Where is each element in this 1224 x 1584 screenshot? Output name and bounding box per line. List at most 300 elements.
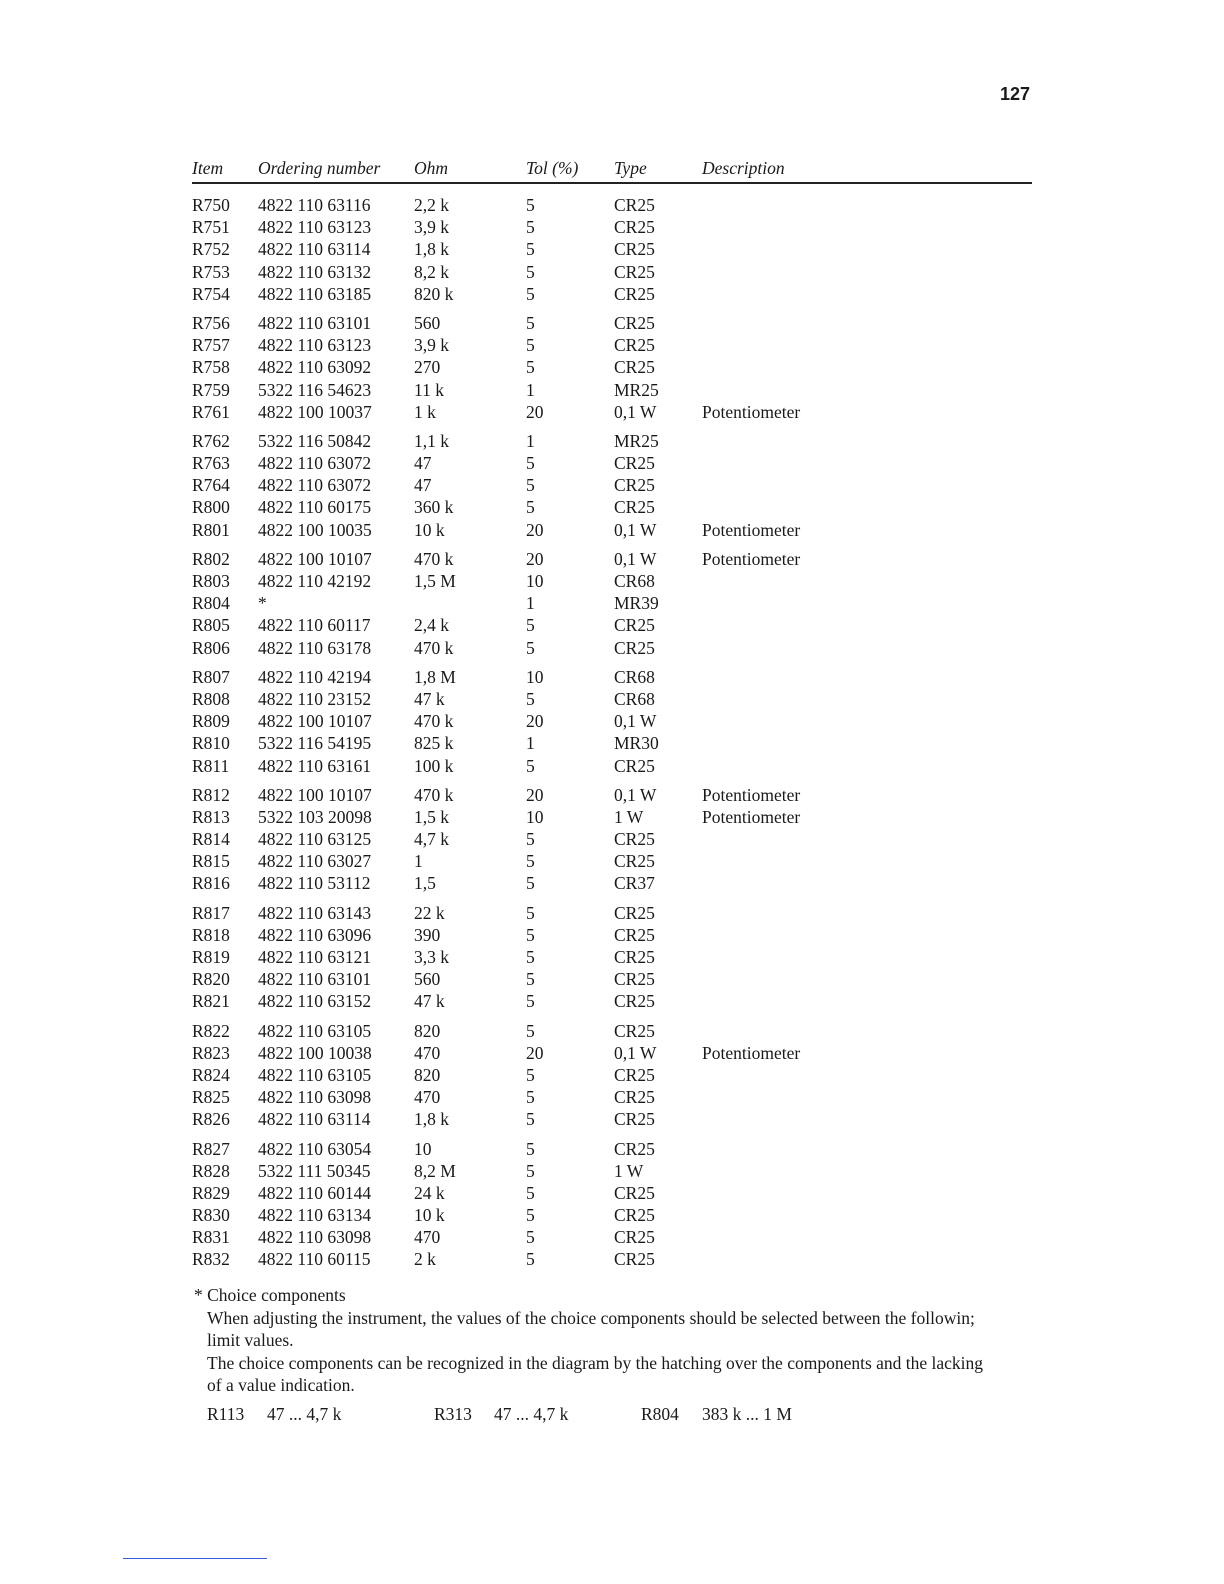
cell-type: CR25 xyxy=(614,991,655,1012)
cell-ordering-number: 4822 110 42192 xyxy=(258,571,372,591)
cell-ohm: 2,2 k xyxy=(414,195,449,215)
cell-type: CR25 xyxy=(614,1020,655,1041)
cell-type: CR25 xyxy=(614,1109,655,1130)
cell-item: R757 xyxy=(192,335,230,356)
cell-ohm: 560 xyxy=(414,312,441,333)
table-row xyxy=(192,593,1032,615)
cell-item: R758 xyxy=(192,357,230,378)
cell-ohm: 1,8 k xyxy=(414,239,449,260)
table-row xyxy=(192,1087,1032,1109)
cell-ordering-number: 4822 110 42194 xyxy=(258,666,372,687)
cell-type: CR25 xyxy=(614,851,655,872)
cell-ohm: 2 k xyxy=(414,1249,436,1270)
cell-ohm: 470 k xyxy=(414,711,454,732)
cell-ordering-number: 5322 116 54623 xyxy=(258,379,372,400)
cell-ordering-number: 4822 110 63096 xyxy=(258,924,372,945)
table-row xyxy=(192,1161,1032,1183)
table-row xyxy=(192,969,1032,991)
cell-type: CR25 xyxy=(614,637,655,658)
cell-tolerance: 1 xyxy=(526,379,535,400)
cell-ohm: 8,2 k xyxy=(414,261,449,282)
cell-ohm: 470 xyxy=(414,1227,441,1248)
cell-ordering-number: 4822 110 63132 xyxy=(258,261,372,282)
cell-item: R810 xyxy=(192,733,230,754)
cell-tolerance: 5 xyxy=(526,1020,535,1041)
cell-ohm: 1,5 M xyxy=(414,571,456,591)
header-ordering-number: Ordering number xyxy=(258,158,381,178)
cell-ohm: 820 k xyxy=(414,283,454,304)
cell-tolerance: 5 xyxy=(526,902,535,923)
table-row xyxy=(192,1065,1032,1087)
cell-ordering-number: 4822 100 10037 xyxy=(258,401,372,422)
cell-item: R802 xyxy=(192,548,230,569)
table-row xyxy=(192,925,1032,947)
cell-type: CR25 xyxy=(614,829,655,850)
cell-item: R763 xyxy=(192,453,230,474)
table-row xyxy=(192,431,1032,453)
cell-ohm: 47 k xyxy=(414,688,445,709)
cell-type: CR25 xyxy=(614,312,655,333)
cell-item: R754 xyxy=(192,283,230,304)
header-description: Description xyxy=(702,158,785,178)
cell-description: Potentiometer xyxy=(702,784,801,805)
cell-ordering-number: 4822 110 63185 xyxy=(258,283,372,304)
cell-type: MR30 xyxy=(614,733,659,754)
cell-tolerance: 5 xyxy=(526,1064,535,1085)
cell-ordering-number: 4822 110 63123 xyxy=(258,335,372,356)
cell-ordering-number: 4822 110 60144 xyxy=(258,1182,372,1203)
table-row xyxy=(192,1139,1032,1161)
table-row xyxy=(192,284,1032,306)
cell-type: CR25 xyxy=(614,335,655,356)
table-row xyxy=(192,873,1032,895)
table-row xyxy=(192,497,1032,519)
cell-type: CR68 xyxy=(614,688,655,709)
cell-ordering-number: 4822 110 60117 xyxy=(258,615,371,636)
cell-tolerance: 5 xyxy=(526,851,535,872)
table-row xyxy=(192,313,1032,335)
cell-type: CR25 xyxy=(614,497,655,518)
table-row xyxy=(192,785,1032,807)
cell-ordering-number: 4822 110 60115 xyxy=(258,1249,371,1270)
table-row xyxy=(192,402,1032,424)
table-row-group xyxy=(192,549,1032,660)
cell-ordering-number: 4822 110 63161 xyxy=(258,755,372,776)
cell-tolerance: 5 xyxy=(526,312,535,333)
table-row xyxy=(192,1021,1032,1043)
limit-item: R313 xyxy=(434,1403,472,1424)
cell-ohm: 47 k xyxy=(414,991,445,1012)
cell-ohm: 1,5 xyxy=(414,873,436,894)
cell-item: R753 xyxy=(192,261,230,282)
cell-tolerance: 5 xyxy=(526,829,535,850)
cell-ohm: 820 xyxy=(414,1064,441,1085)
table-row xyxy=(192,947,1032,969)
cell-type: CR25 xyxy=(614,924,655,945)
cell-type: 0,1 W xyxy=(614,1042,657,1063)
cell-item: R825 xyxy=(192,1087,230,1108)
cell-type: CR25 xyxy=(614,217,655,238)
cell-ordering-number: 4822 110 53112 xyxy=(258,873,371,894)
cell-ordering-number: 4822 100 10107 xyxy=(258,784,372,805)
cell-ordering-number: * xyxy=(258,593,267,614)
cell-tolerance: 1 xyxy=(526,430,535,451)
cell-item: R751 xyxy=(192,217,230,238)
table-row xyxy=(192,195,1032,217)
table-row xyxy=(192,1043,1032,1065)
table-row xyxy=(192,475,1032,497)
cell-item: R830 xyxy=(192,1205,230,1226)
cell-ohm: 1 k xyxy=(414,401,436,422)
cell-item: R814 xyxy=(192,829,230,850)
cell-ohm: 360 k xyxy=(414,497,454,518)
cell-tolerance: 5 xyxy=(526,1249,535,1270)
cell-tolerance: 5 xyxy=(526,1182,535,1203)
cell-item: R805 xyxy=(192,615,230,636)
cell-item: R815 xyxy=(192,851,230,872)
cell-type: 0,1 W xyxy=(614,784,657,805)
cell-ohm: 1 xyxy=(414,851,423,872)
table-row xyxy=(192,453,1032,475)
cell-type: MR25 xyxy=(614,430,659,451)
cell-item: R813 xyxy=(192,806,230,827)
cell-ordering-number: 4822 110 63116 xyxy=(258,195,371,215)
cell-tolerance: 5 xyxy=(526,195,535,215)
cell-ohm: 10 k xyxy=(414,1205,445,1226)
cell-ordering-number: 4822 110 63072 xyxy=(258,453,372,474)
cell-tolerance: 5 xyxy=(526,1138,535,1159)
cell-tolerance: 20 xyxy=(526,548,544,569)
cell-type: CR25 xyxy=(614,1182,655,1203)
table-row xyxy=(192,335,1032,357)
cell-item: R762 xyxy=(192,430,230,451)
cell-tolerance: 1 xyxy=(526,593,535,614)
cell-item: R827 xyxy=(192,1138,230,1159)
cell-tolerance: 5 xyxy=(526,1227,535,1248)
cell-tolerance: 5 xyxy=(526,947,535,967)
table-row xyxy=(192,239,1032,261)
cell-item: R811 xyxy=(192,755,230,776)
cell-ordering-number: 4822 110 63054 xyxy=(258,1138,372,1159)
choice-components-notes xyxy=(194,1284,1034,1427)
cell-item: R821 xyxy=(192,991,230,1012)
table-row xyxy=(192,756,1032,778)
table-row xyxy=(192,1249,1032,1271)
cell-item: R828 xyxy=(192,1160,230,1181)
cell-tolerance: 20 xyxy=(526,1042,544,1063)
cell-item: R823 xyxy=(192,1042,230,1063)
cell-ordering-number: 4822 110 63105 xyxy=(258,1064,372,1085)
cell-description: Potentiometer xyxy=(702,806,801,827)
cell-tolerance: 5 xyxy=(526,283,535,304)
cell-type: MR39 xyxy=(614,593,659,614)
cell-ohm: 1,8 k xyxy=(414,1109,449,1130)
table-row-group xyxy=(192,785,1032,896)
notes-line: When adjusting the instrument, the values of the choice components should be selected between the followin; xyxy=(207,1307,975,1328)
table-row xyxy=(192,1205,1032,1227)
header-type: Type xyxy=(614,158,647,178)
scan-artifact-line xyxy=(123,1558,267,1559)
cell-ordering-number: 4822 110 63092 xyxy=(258,357,372,378)
cell-tolerance: 5 xyxy=(526,873,535,894)
cell-item: R816 xyxy=(192,873,230,894)
table-row xyxy=(192,689,1032,711)
table-row xyxy=(192,615,1032,637)
cell-tolerance: 5 xyxy=(526,261,535,282)
cell-ohm: 470 k xyxy=(414,637,454,658)
limit-range: 47 ... 4,7 k xyxy=(267,1403,342,1424)
cell-ordering-number: 4822 110 63125 xyxy=(258,829,372,850)
table-row xyxy=(192,1227,1032,1249)
cell-description: Potentiometer xyxy=(702,1042,801,1063)
cell-type: CR25 xyxy=(614,947,655,967)
notes-line: The choice components can be recognized in the diagram by the hatching over the components and the lacking xyxy=(207,1352,984,1373)
limit-item: R113 xyxy=(207,1403,245,1424)
table-row xyxy=(192,571,1032,593)
table-row-group xyxy=(192,1139,1032,1272)
cell-ordering-number: 4822 110 63072 xyxy=(258,475,372,496)
cell-tolerance: 5 xyxy=(526,615,535,636)
cell-item: R803 xyxy=(192,571,230,591)
cell-tolerance: 5 xyxy=(526,475,535,496)
cell-tolerance: 5 xyxy=(526,969,535,990)
cell-type: 0,1 W xyxy=(614,548,657,569)
cell-tolerance: 5 xyxy=(526,637,535,658)
cell-type: CR68 xyxy=(614,666,655,687)
cell-type: 0,1 W xyxy=(614,711,657,732)
cell-type: CR25 xyxy=(614,969,655,990)
cell-ordering-number: 4822 110 63114 xyxy=(258,239,371,260)
cell-type: CR25 xyxy=(614,1138,655,1159)
cell-ordering-number: 4822 110 63101 xyxy=(258,969,372,990)
cell-ordering-number: 4822 110 63178 xyxy=(258,637,372,658)
cell-type: CR25 xyxy=(614,1227,655,1248)
cell-ordering-number: 5322 111 50345 xyxy=(258,1160,371,1181)
parts-list-table xyxy=(192,156,1032,1279)
cell-ohm: 4,7 k xyxy=(414,829,449,850)
cell-ordering-number: 4822 110 63105 xyxy=(258,1020,372,1041)
cell-item: R820 xyxy=(192,969,230,990)
cell-tolerance: 5 xyxy=(526,239,535,260)
cell-item: R819 xyxy=(192,947,230,967)
page-number: 127 xyxy=(1000,84,1031,104)
cell-ordering-number: 4822 100 10038 xyxy=(258,1042,372,1063)
cell-type: CR25 xyxy=(614,1087,655,1108)
table-row xyxy=(192,903,1032,925)
cell-item: R752 xyxy=(192,239,230,260)
cell-type: CR25 xyxy=(614,1064,655,1085)
cell-item: R761 xyxy=(192,401,230,422)
cell-tolerance: 5 xyxy=(526,497,535,518)
cell-type: CR25 xyxy=(614,195,655,215)
table-row xyxy=(192,829,1032,851)
cell-ordering-number: 4822 110 63098 xyxy=(258,1087,372,1108)
table-row xyxy=(192,357,1032,379)
cell-tolerance: 5 xyxy=(526,1109,535,1130)
table-row-group xyxy=(192,195,1032,306)
cell-item: R822 xyxy=(192,1020,230,1041)
limit-values xyxy=(194,1403,1034,1427)
cell-ohm: 3,9 k xyxy=(414,217,449,238)
cell-item: R829 xyxy=(192,1182,230,1203)
cell-ohm: 1,8 M xyxy=(414,666,456,687)
cell-type: CR25 xyxy=(614,261,655,282)
cell-tolerance: 5 xyxy=(526,1160,535,1181)
cell-description: Potentiometer xyxy=(702,401,801,422)
cell-item: R826 xyxy=(192,1109,230,1130)
cell-type: CR25 xyxy=(614,1249,655,1270)
cell-tolerance: 5 xyxy=(526,755,535,776)
cell-ohm: 8,2 M xyxy=(414,1160,456,1181)
cell-type: CR25 xyxy=(614,755,655,776)
table-row xyxy=(192,262,1032,284)
cell-ordering-number: 5322 116 50842 xyxy=(258,430,372,451)
cell-ohm: 47 xyxy=(414,453,432,474)
cell-ordering-number: 4822 110 63123 xyxy=(258,217,372,238)
cell-ordering-number: 4822 110 63101 xyxy=(258,312,372,333)
cell-type: CR25 xyxy=(614,902,655,923)
cell-ohm: 3,9 k xyxy=(414,335,449,356)
cell-description: Potentiometer xyxy=(702,548,801,569)
cell-ordering-number: 4822 110 63027 xyxy=(258,851,372,872)
cell-ohm: 560 xyxy=(414,969,441,990)
cell-tolerance: 10 xyxy=(526,571,544,591)
cell-ordering-number: 5322 103 20098 xyxy=(258,806,372,827)
cell-ohm: 24 k xyxy=(414,1182,445,1203)
cell-item: R750 xyxy=(192,195,230,215)
cell-ordering-number: 4822 110 63143 xyxy=(258,902,372,923)
cell-item: R800 xyxy=(192,497,230,518)
table-row xyxy=(192,807,1032,829)
table-row xyxy=(192,733,1032,755)
cell-ordering-number: 4822 110 63114 xyxy=(258,1109,371,1130)
limit-range: 47 ... 4,7 k xyxy=(494,1403,569,1424)
table-row xyxy=(192,851,1032,873)
cell-item: R818 xyxy=(192,924,230,945)
cell-ohm: 100 k xyxy=(414,755,454,776)
cell-ohm: 1,1 k xyxy=(414,430,449,451)
cell-tolerance: 5 xyxy=(526,453,535,474)
cell-ohm: 270 xyxy=(414,357,441,378)
cell-ordering-number: 4822 100 10107 xyxy=(258,548,372,569)
cell-item: R832 xyxy=(192,1249,230,1270)
cell-type: 0,1 W xyxy=(614,401,657,422)
cell-tolerance: 20 xyxy=(526,401,544,422)
table-header xyxy=(192,156,1032,184)
cell-type: CR25 xyxy=(614,1205,655,1226)
cell-type: CR37 xyxy=(614,873,655,894)
cell-item: R801 xyxy=(192,519,230,540)
table-row xyxy=(192,711,1032,733)
table-row xyxy=(192,380,1032,402)
cell-type: CR25 xyxy=(614,615,655,636)
table-row xyxy=(192,1183,1032,1205)
cell-tolerance: 5 xyxy=(526,217,535,238)
cell-ordering-number: 4822 100 10107 xyxy=(258,711,372,732)
header-ohm: Ohm xyxy=(414,158,449,178)
limit-range: 383 k ... 1 M xyxy=(702,1403,792,1424)
cell-ohm: 825 k xyxy=(414,733,454,754)
cell-item: R808 xyxy=(192,688,230,709)
cell-tolerance: 5 xyxy=(526,357,535,378)
cell-ohm: 1,5 k xyxy=(414,806,449,827)
cell-tolerance: 5 xyxy=(526,1205,535,1226)
header-item: Item xyxy=(192,158,224,178)
cell-ordering-number: 4822 100 10035 xyxy=(258,519,372,540)
table-row xyxy=(192,1109,1032,1131)
cell-type: 1 W xyxy=(614,806,644,827)
cell-tolerance: 5 xyxy=(526,1087,535,1108)
cell-ordering-number: 4822 110 63134 xyxy=(258,1205,372,1226)
cell-ohm: 10 k xyxy=(414,519,445,540)
cell-tolerance: 20 xyxy=(526,711,544,732)
table-row xyxy=(192,520,1032,542)
table-row-group xyxy=(192,903,1032,1014)
cell-ohm: 470 xyxy=(414,1042,441,1063)
table-row xyxy=(192,638,1032,660)
cell-item: R807 xyxy=(192,666,230,687)
cell-ordering-number: 4822 110 60175 xyxy=(258,497,372,518)
cell-ohm: 10 xyxy=(414,1138,432,1159)
cell-item: R812 xyxy=(192,784,230,805)
cell-item: R764 xyxy=(192,475,230,496)
cell-item: R817 xyxy=(192,902,230,923)
table-row xyxy=(192,991,1032,1013)
cell-ohm: 470 xyxy=(414,1087,441,1108)
cell-tolerance: 5 xyxy=(526,335,535,356)
table-row xyxy=(192,549,1032,571)
cell-ohm: 3,3 k xyxy=(414,947,449,967)
notes-line: limit values. xyxy=(207,1330,294,1350)
cell-ohm: 47 xyxy=(414,475,432,496)
table-row-group xyxy=(192,1021,1032,1132)
cell-type: CR25 xyxy=(614,357,655,378)
cell-type: 0,1 W xyxy=(614,519,657,540)
table-row-group xyxy=(192,667,1032,778)
cell-type: CR25 xyxy=(614,239,655,260)
cell-item: R804 xyxy=(192,593,230,614)
cell-type: MR25 xyxy=(614,379,659,400)
cell-ordering-number: 4822 110 63098 xyxy=(258,1227,372,1248)
cell-type: CR25 xyxy=(614,283,655,304)
cell-tolerance: 20 xyxy=(526,784,544,805)
cell-item: R824 xyxy=(192,1064,230,1085)
cell-ordering-number: 5322 116 54195 xyxy=(258,733,372,754)
cell-ohm: 470 k xyxy=(414,548,454,569)
table-row-group xyxy=(192,313,1032,424)
cell-description: Potentiometer xyxy=(702,519,801,540)
cell-item: R759 xyxy=(192,379,230,400)
table-body xyxy=(192,184,1032,1272)
cell-type: CR68 xyxy=(614,571,655,591)
cell-ohm: 820 xyxy=(414,1020,441,1041)
header-tolerance: Tol (%) xyxy=(526,158,579,178)
table-row-group xyxy=(192,431,1032,542)
cell-tolerance: 10 xyxy=(526,806,544,827)
cell-tolerance: 10 xyxy=(526,666,544,687)
cell-ohm: 2,4 k xyxy=(414,615,449,636)
cell-ohm: 470 k xyxy=(414,784,454,805)
cell-item: R831 xyxy=(192,1227,230,1248)
cell-ordering-number: 4822 110 63121 xyxy=(258,947,372,967)
cell-ohm: 11 k xyxy=(414,379,444,400)
cell-ordering-number: 4822 110 63152 xyxy=(258,991,372,1012)
cell-tolerance: 1 xyxy=(526,733,535,754)
cell-tolerance: 20 xyxy=(526,519,544,540)
cell-ohm: 390 xyxy=(414,924,441,945)
cell-tolerance: 5 xyxy=(526,991,535,1012)
cell-type: CR25 xyxy=(614,475,655,496)
